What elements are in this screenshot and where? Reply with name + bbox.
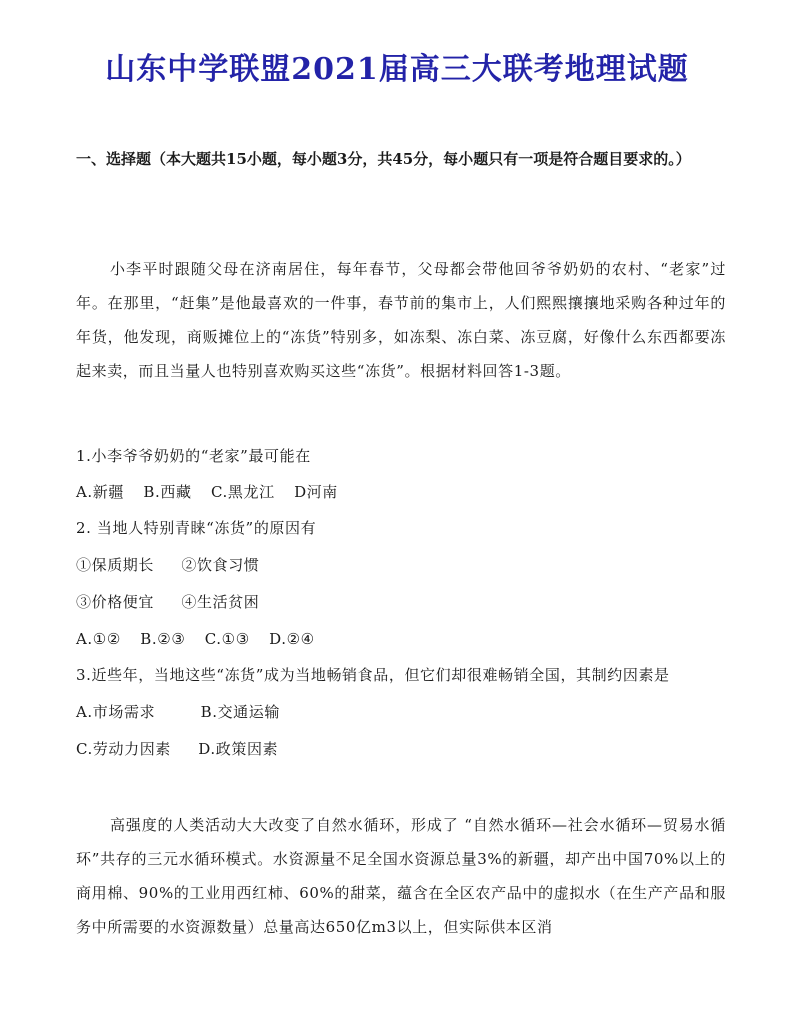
q1-option-c: C.黑龙江 (210, 483, 275, 501)
q3-options-row2 (76, 739, 736, 759)
q1-stem: 1.小李爷爷奶奶的“老家”最可能在 (76, 447, 311, 465)
q2-item-1: ①保质期长 (76, 556, 155, 574)
q2-option-a: A.①② (76, 630, 121, 648)
q2-option-d: D.②④ (269, 630, 315, 648)
q2-option-c: C.①③ (204, 630, 250, 648)
q2-item-3: ③价格便宜 (76, 593, 155, 611)
q2-option-b: B.②③ (140, 630, 186, 648)
exam-title: 山东中学联盟2021届高三大联考地理试题 (105, 52, 689, 87)
q2-item-4: ④生活贫困 (181, 593, 260, 611)
q3-option-a: A.市场需求 (76, 703, 156, 721)
q3-stem: 3.近些年，当地这些“冻货”成为当地畅销食品，但它们却很难畅销全国，其制约因素是 (76, 666, 670, 684)
q1-option-d: D河南 (294, 483, 338, 501)
passage-2: 高强度的人类活动大大改变了自然水循环，形成了 “自然水循环—社会水循环—贸易水循环”共存的三元水循环模式。水资源量不足全国水资源总量3%的新疆，却产出中国70%以上的商用棉、90%的工业用西红柿、60%的甜菜，蕴含在全区农产品中的虚拟水（在生产产品和服务中所需要的水资源数量）总量高达650亿m3以上，但实际供本区消 (76, 816, 726, 936)
q1-option-b: B.西藏 (143, 483, 192, 501)
q3-option-d: D.政策因素 (198, 740, 279, 758)
q2-stem: 2. 当地人特别青睐“冻货”的原因有 (76, 519, 317, 537)
q2-options (76, 629, 736, 649)
q2-items-row2 (76, 592, 736, 612)
q2-items-row1 (76, 555, 736, 575)
section-heading: 一、选择题（本大题共15小题，每小题3分，共45分，每小题只有一项是符合题目要求的。） (76, 150, 691, 168)
q3-option-c: C.劳动力因素 (76, 740, 171, 758)
q3-options-row1 (76, 702, 736, 722)
passage-1: 小李平时跟随父母在济南居住，每年春节，父母都会带他回爷爷奶奶的农村、“老家”过年。在那里，“赶集”是他最喜欢的一件事，春节前的集市上，人们熙熙攘攘地采购各种过年的年货，他发现，商贩摊位上的“冻货”特别多，如冻梨、冻白菜、冻豆腐，好像什么东西都要冻起来卖，而且当量人也特别喜欢购买这些“冻货”。根据材料回答1-3题。 (76, 260, 726, 380)
q1-options (76, 482, 736, 502)
q2-item-2: ②饮食习惯 (181, 556, 260, 574)
q3-option-b: B.交通运输 (200, 703, 280, 721)
q1-option-a: A.新疆 (76, 483, 125, 501)
